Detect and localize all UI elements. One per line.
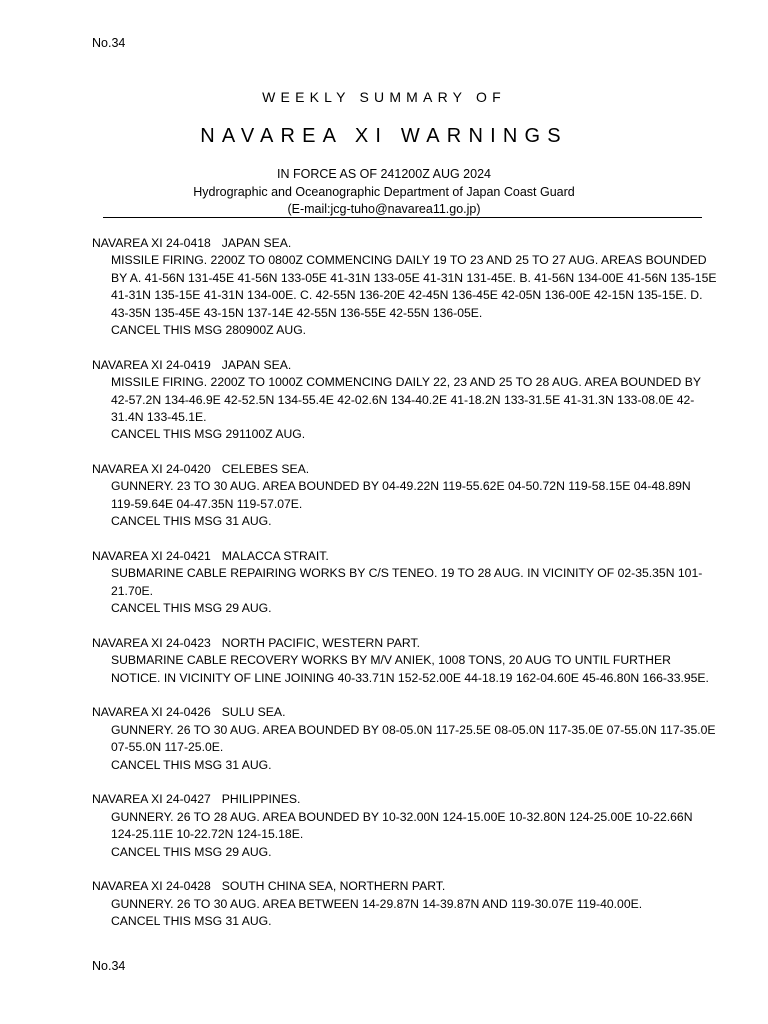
warning-item xyxy=(92,357,717,444)
warning-body xyxy=(92,565,717,617)
warning-area: JAPAN SEA. xyxy=(221,357,292,372)
warning-id: NAVAREA XI 24-0420 xyxy=(92,462,211,477)
warning-cancel: CANCEL THIS MSG 31 AUG. xyxy=(111,914,272,929)
warning-area: SULU SEA. xyxy=(221,705,286,720)
warning-item xyxy=(92,878,717,930)
warning-text: SUBMARINE CABLE RECOVERY WORKS BY M/V ANIEK, 1008 TONS, 20 AUG TO UNTIL FURTHER NOTICE. IN VICINITY OF LINE JOINING 40-33.71N 152-52.00E 44-18.19 162-04.60E 45-46.80N 166-33.95E. xyxy=(111,653,709,685)
warning-text: GUNNERY. 26 TO 30 AUG. AREA BOUNDED BY 08-05.0N 117-25.5E 08-05.0N 117-35.0E 07-55.0N 117-35.0E 07-55.0N 117-25.0E. xyxy=(111,722,716,755)
warning-body xyxy=(92,374,717,444)
warning-header xyxy=(92,461,717,478)
warning-area: JAPAN SEA. xyxy=(221,236,292,250)
warning-body xyxy=(92,252,717,339)
warning-header xyxy=(92,704,717,721)
warning-item xyxy=(92,548,717,618)
title-line-2: NAVAREA XI WARNINGS xyxy=(200,125,568,147)
warning-text: GUNNERY. 23 TO 30 AUG. AREA BOUNDED BY 04-49.22N 119-55.62E 04-50.72N 119-58.15E 04-48.89N 119-59.64E 04-47.35N 119-57.07E. xyxy=(111,479,691,511)
warning-text: GUNNERY. 26 TO 30 AUG. AREA BETWEEN 14-29.87N 14-39.87N AND 119-30.07E 119-40.00E. xyxy=(111,896,643,911)
warning-header xyxy=(92,878,717,895)
page-number-top: No.34 xyxy=(92,36,126,50)
department-name: Hydrographic and Oceanographic Department of Japan Coast Guard xyxy=(193,185,575,199)
warning-area: CELEBES SEA. xyxy=(221,462,310,477)
warning-text: SUBMARINE CABLE REPAIRING WORKS BY C/S TENEO. 19 TO 28 AUG. IN VICINITY OF 02-35.35N 101-21.70E. xyxy=(111,566,703,598)
title-line-1: WEEKLY SUMMARY OF xyxy=(262,89,506,105)
header-divider xyxy=(103,217,702,218)
warning-cancel: CANCEL THIS MSG 29 AUG. xyxy=(111,844,272,859)
warnings-list xyxy=(92,235,717,948)
warning-area: SOUTH CHINA SEA, NORTHERN PART. xyxy=(221,879,446,894)
warning-body xyxy=(92,809,717,861)
warning-cancel: CANCEL THIS MSG 291100Z AUG. xyxy=(111,427,306,442)
warning-item xyxy=(92,704,717,774)
warning-id: NAVAREA XI 24-0428 xyxy=(92,879,211,894)
warning-header xyxy=(92,548,717,565)
warning-area: NORTH PACIFIC, WESTERN PART. xyxy=(221,635,420,650)
warning-body xyxy=(92,896,717,931)
warning-item xyxy=(92,791,717,861)
warning-id: NAVAREA XI 24-0421 xyxy=(92,548,211,563)
warning-header xyxy=(92,357,717,374)
warning-cancel: CANCEL THIS MSG 29 AUG. xyxy=(111,601,272,616)
warning-body xyxy=(92,478,717,530)
warning-text: MISSILE FIRING. 2200Z TO 1000Z COMMENCING DAILY 22, 23 AND 25 TO 28 AUG. AREA BOUNDED BY 42-57.2N 134-46.9E 42-52.5N 134-55.4E 42-02.6N 134-40.2E 41-18.2N 133-31.5E 41-31.3N 133-08.0E 42-31.4N 133-45.1E. xyxy=(111,375,701,424)
warning-header xyxy=(92,635,717,652)
page-number-bottom: No.34 xyxy=(92,959,126,973)
warning-id: NAVAREA XI 24-0427 xyxy=(92,792,211,807)
warning-header xyxy=(92,235,717,252)
warning-text: GUNNERY. 26 TO 28 AUG. AREA BOUNDED BY 10-32.00N 124-15.00E 10-32.80N 124-25.00E 10-22.66N 124-25.11E 10-22.72N 124-15.18E. xyxy=(111,809,693,842)
warning-body xyxy=(92,722,717,774)
warning-header xyxy=(92,791,717,808)
warning-id: NAVAREA XI 24-0418 xyxy=(92,236,211,250)
warning-area: MALACCA STRAIT. xyxy=(221,548,329,563)
warning-item xyxy=(92,461,717,531)
warning-item xyxy=(92,635,717,687)
warning-area: PHILIPPINES. xyxy=(221,792,301,807)
warning-text: MISSILE FIRING. 2200Z TO 0800Z COMMENCING DAILY 19 TO 23 AND 25 TO 27 AUG. AREAS BOUNDED BY A. 41-56N 131-45E 41-56N 133-05E 41-31N 133-05E 41-31N 131-45E. B. 41-56N 134-00E 41-56N 135-15E 41-31N 135-15E 41-31N 134-00E. C. 42-55N 136-20E 42-45N 136-45E 42-05N 136-00E 42-15N 135-15E. D. 43-35N 135-45E 43-15N 137-14E 42-55N 136-55E 42-55N 136-05E. xyxy=(111,253,717,320)
warning-cancel: CANCEL THIS MSG 280900Z AUG. xyxy=(111,323,307,338)
warning-id: NAVAREA XI 24-0419 xyxy=(92,357,211,372)
warning-cancel: CANCEL THIS MSG 31 AUG. xyxy=(111,757,272,772)
warning-body xyxy=(92,652,717,687)
warning-id: NAVAREA XI 24-0426 xyxy=(92,705,211,720)
warning-cancel: CANCEL THIS MSG 31 AUG. xyxy=(111,514,272,529)
warning-item xyxy=(92,235,717,339)
warning-id: NAVAREA XI 24-0423 xyxy=(92,635,211,650)
in-force-date: IN FORCE AS OF 241200Z AUG 2024 xyxy=(277,167,491,181)
contact-email: (E-mail:jcg-tuho@navarea11.go.jp) xyxy=(287,202,481,216)
